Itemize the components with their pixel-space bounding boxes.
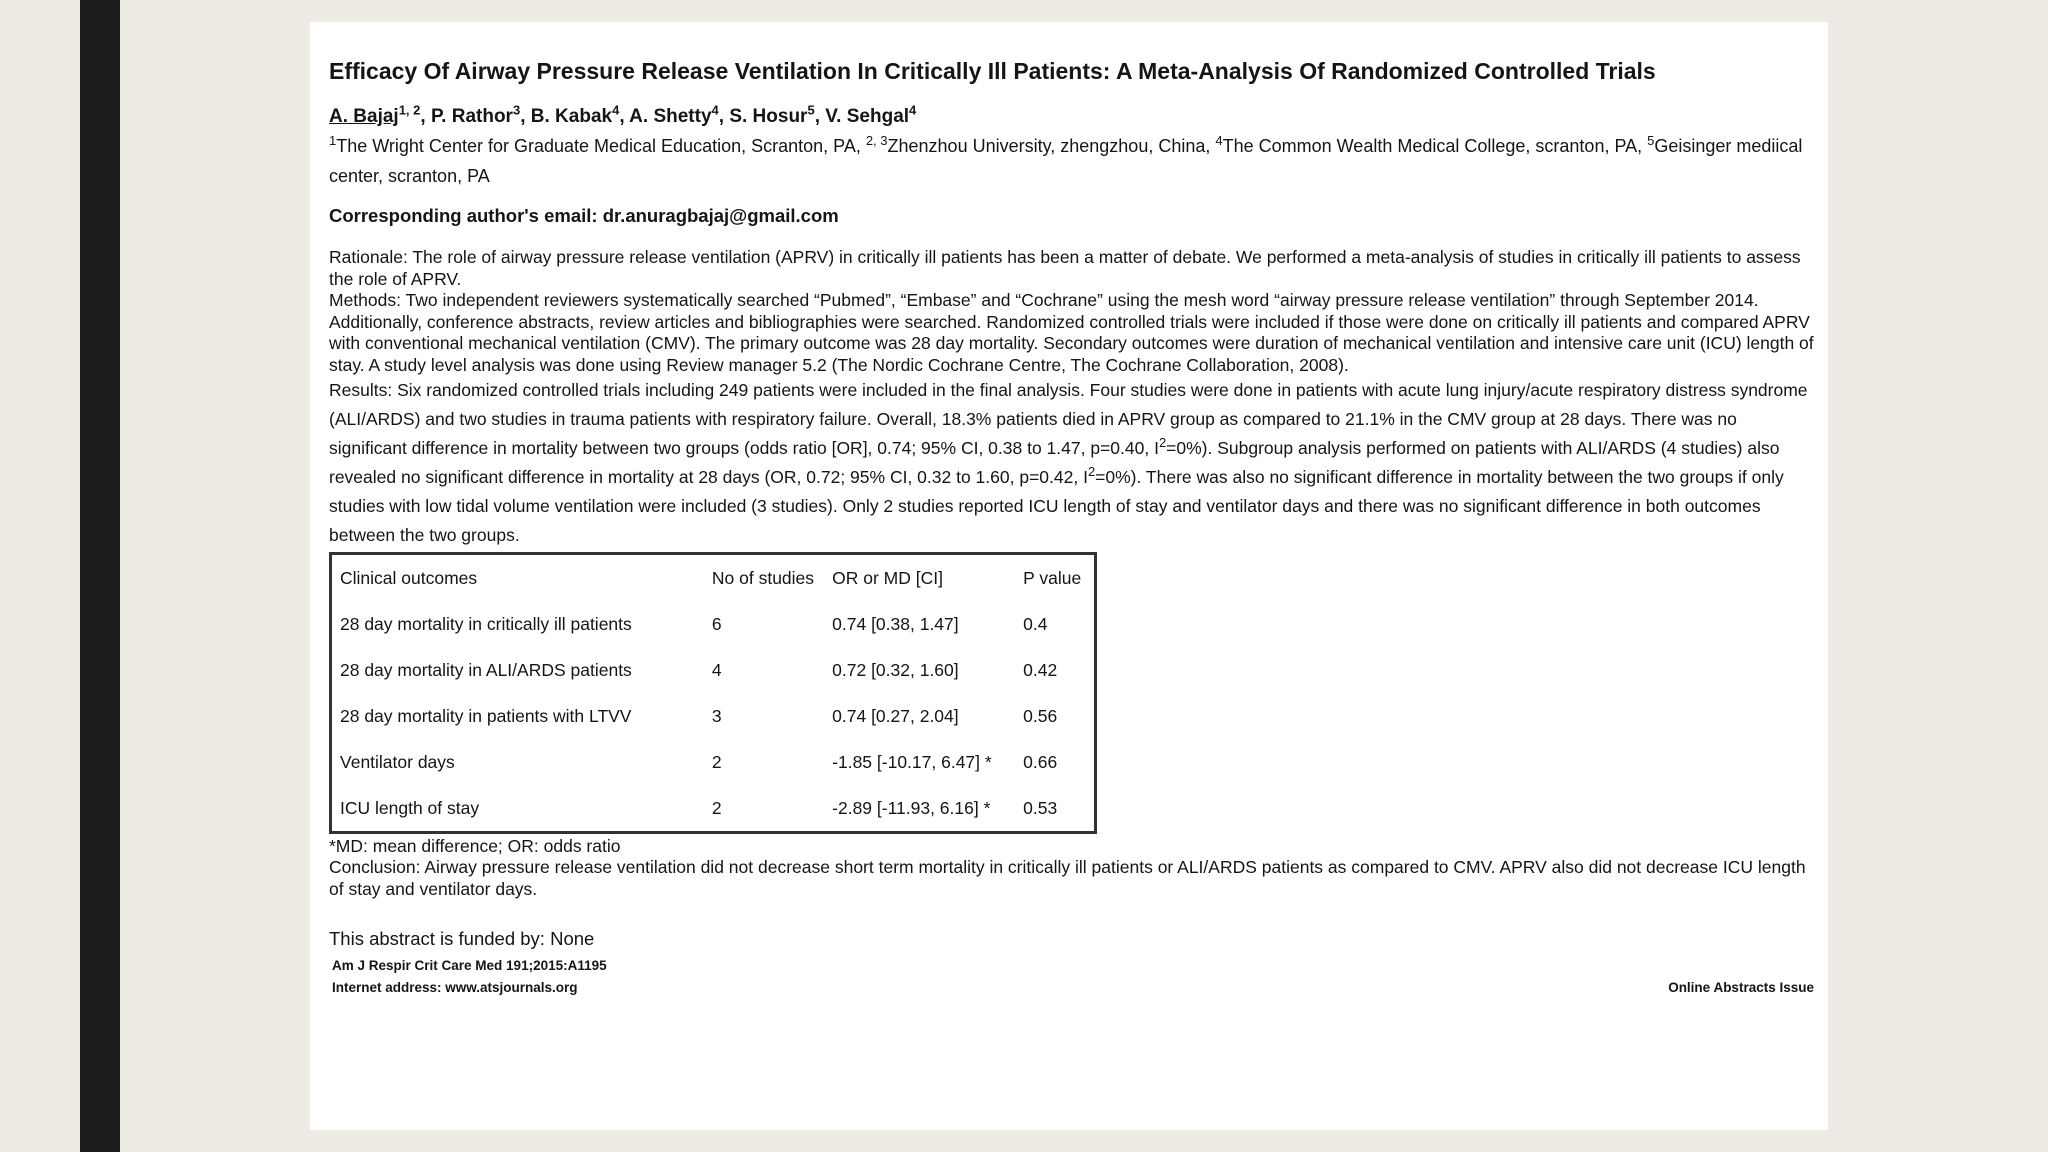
outcomes-table [329,552,1097,834]
author-affiliation-marker: 5 [807,102,815,118]
table-header-cell: OR or MD [CI] [832,567,943,588]
results-paragraph [329,376,1814,550]
results-superscript: 2 [1087,464,1096,480]
table-row [331,601,1096,647]
table-cell: 0.56 [1023,705,1058,726]
table-cell: 2 [711,797,722,818]
table-cell: 0.66 [1023,751,1058,772]
table-cell: 0.4 [1023,613,1048,634]
affiliation-text: Geisinger mediical center, scranton, PA [329,136,1803,186]
table-cell: 0.74 [0.38, 1.47] [832,613,959,634]
author-name: A. Shetty [629,106,712,127]
affiliation-text: The Wright Center for Graduate Medical Education, Scranton, PA, [336,136,866,156]
table-cell: 0.72 [0.32, 1.60] [832,659,959,680]
table-row [331,785,1096,833]
author-affiliation-marker: 4 [909,102,917,118]
results-text: =0%). Subgroup analysis performed on patients with ALI/ARDS (4 studies) also revealed no significant difference in mortality at 28 days (OR, 0.72; 95% CI, 0.32 to 1.60, p=0.42, I [329,438,1780,487]
table-header-row [331,554,1096,602]
author-list: A. Bajaj$^{1, 2}$, P. Rathor$^3$, B. Kabak$^4$, A. Shetty$^4$, S. Hosur$^5$, V. Sehgal$^4$ [329,102,917,127]
table-cell: 6 [711,613,722,634]
table-header-cell: P value [1023,567,1082,588]
table-cell: -2.89 [-11.93, 6.16] * [832,797,991,818]
internet-address: Internet address: www.atsjournals.org [332,980,578,995]
table-row [331,739,1096,785]
table-cell: 0.42 [1023,659,1058,680]
results-text: Results: Six randomized controlled trials including 249 patients were included in the final analysis. Four studies were done in patients with acute lung injury/acute respiratory distress syndrome (ALI/ARDS) and two studies in trauma patients with respiratory failure. Overall, 18.3% patients died in APRV group as compared to 21.1% in the CMV group at 28 days. There was no significant difference in mortality between two groups (odds ratio [OR], 0.74; 95% CI, 0.38 to 1.47, p=0.40, I [329,380,1808,458]
author-affiliation-marker: 4 [711,102,719,118]
conclusion-paragraph: Conclusion: Airway pressure release ventilation did not decrease short term mortality in critically ill patients or ALI/ARDS patients as compared to CMV. APRV also did not decrease ICU length of stay and ventilator days. [329,857,1806,899]
affiliation-marker: 4 [1215,133,1223,148]
affiliations [329,131,1814,191]
table-header-cell: No of studies [711,567,815,588]
affiliation-text: The Common Wealth Medical College, scranton, PA, [1222,136,1648,156]
affiliation-text: Zhenzhou University, zhengzhou, China, [887,136,1216,156]
affiliation-marker: 2, 3 [865,133,888,148]
table-cell: ICU length of stay [340,797,480,818]
table-cell: 0.74 [0.27, 2.04] [832,705,959,726]
rationale-paragraph: Rationale: The role of airway pressure release ventilation (APRV) in critically ill patients has been a matter of debate. We performed a meta-analysis of studies in critically ill patients to assess the role of APRV. [329,247,1801,289]
funding-statement: This abstract is funded by: None [329,928,595,949]
author-name: B. Kabak [530,106,613,127]
abstract-page [310,22,1828,1130]
journal-citation: Am J Respir Crit Care Med 191;2015:A1195 [332,958,607,973]
author-name: P. Rathor [430,106,513,127]
table-cell: 2 [711,751,722,772]
table-cell: 28 day mortality in ALI/ARDS patients [340,659,632,680]
table-cell: -1.85 [-10.17, 6.47] * [832,751,992,772]
author-affiliation-marker: 3 [512,102,521,118]
table-row [331,693,1096,739]
author-name: V. Sehgal [825,106,910,127]
slide-left-accent-bar [80,0,120,1152]
page-footer [329,979,1814,997]
table-cell: Ventilator days [340,751,455,772]
table-cell: 3 [711,705,722,726]
table-cell: 28 day mortality in patients with LTVV [340,705,632,726]
table-cell: 28 day mortality in critically ill patients [340,613,632,634]
author-name: S. Hosur [729,106,808,127]
issue-label: Online Abstracts Issue [1668,980,1814,995]
table-row [331,647,1096,693]
affiliation-marker: 5 [1647,133,1655,148]
author-affiliation-marker: 1, 2 [398,102,421,118]
results-superscript: 2 [1158,435,1167,451]
table-header-cell: Clinical outcomes [340,567,478,588]
abstract-content [329,58,1814,997]
author-name: A. Bajaj [329,106,399,127]
table-footnote: *MD: mean difference; OR: odds ratio [329,836,621,856]
methods-paragraph: Methods: Two independent reviewers systematically searched “Pubmed”, “Embase” and “Cochrane” using the mesh word “airway pressure release ventilation” through September 2014. Additionally, conference abstracts, review articles and bibliographies were searched. Randomized controlled trials were included if those were done on critically ill patients and compared APRV with conventional mechanical ventilation (CMV). The primary outcome was 28 day mortality. Secondary outcomes were duration of mechanical ventilation and intensive care unit (ICU) length of stay. A study level analysis was done using Review manager 5.2 (The Nordic Cochrane Centre, The Cochrane Collaboration, 2008). [329,290,1814,375]
abstract-body [329,247,1814,550]
corresponding-email: Corresponding author's email: dr.anuragbajaj@gmail.com [329,205,839,226]
paper-title: Efficacy Of Airway Pressure Release Ventilation In Critically Ill Patients: A Meta-Analysis Of Randomized Controlled Trials [329,58,1656,84]
affiliation-marker: 1 [329,133,337,148]
results-text: =0%). There was also no significant difference in mortality between the two groups if only studies with low tidal volume ventilation were included (3 studies). Only 2 studies reported ICU length of stay and ventilator days and there was no significant difference in both outcomes between the two groups. [329,467,1784,545]
author-affiliation-marker: 4 [612,102,620,118]
table-cell: 4 [711,659,722,680]
table-cell: 0.53 [1023,797,1058,818]
